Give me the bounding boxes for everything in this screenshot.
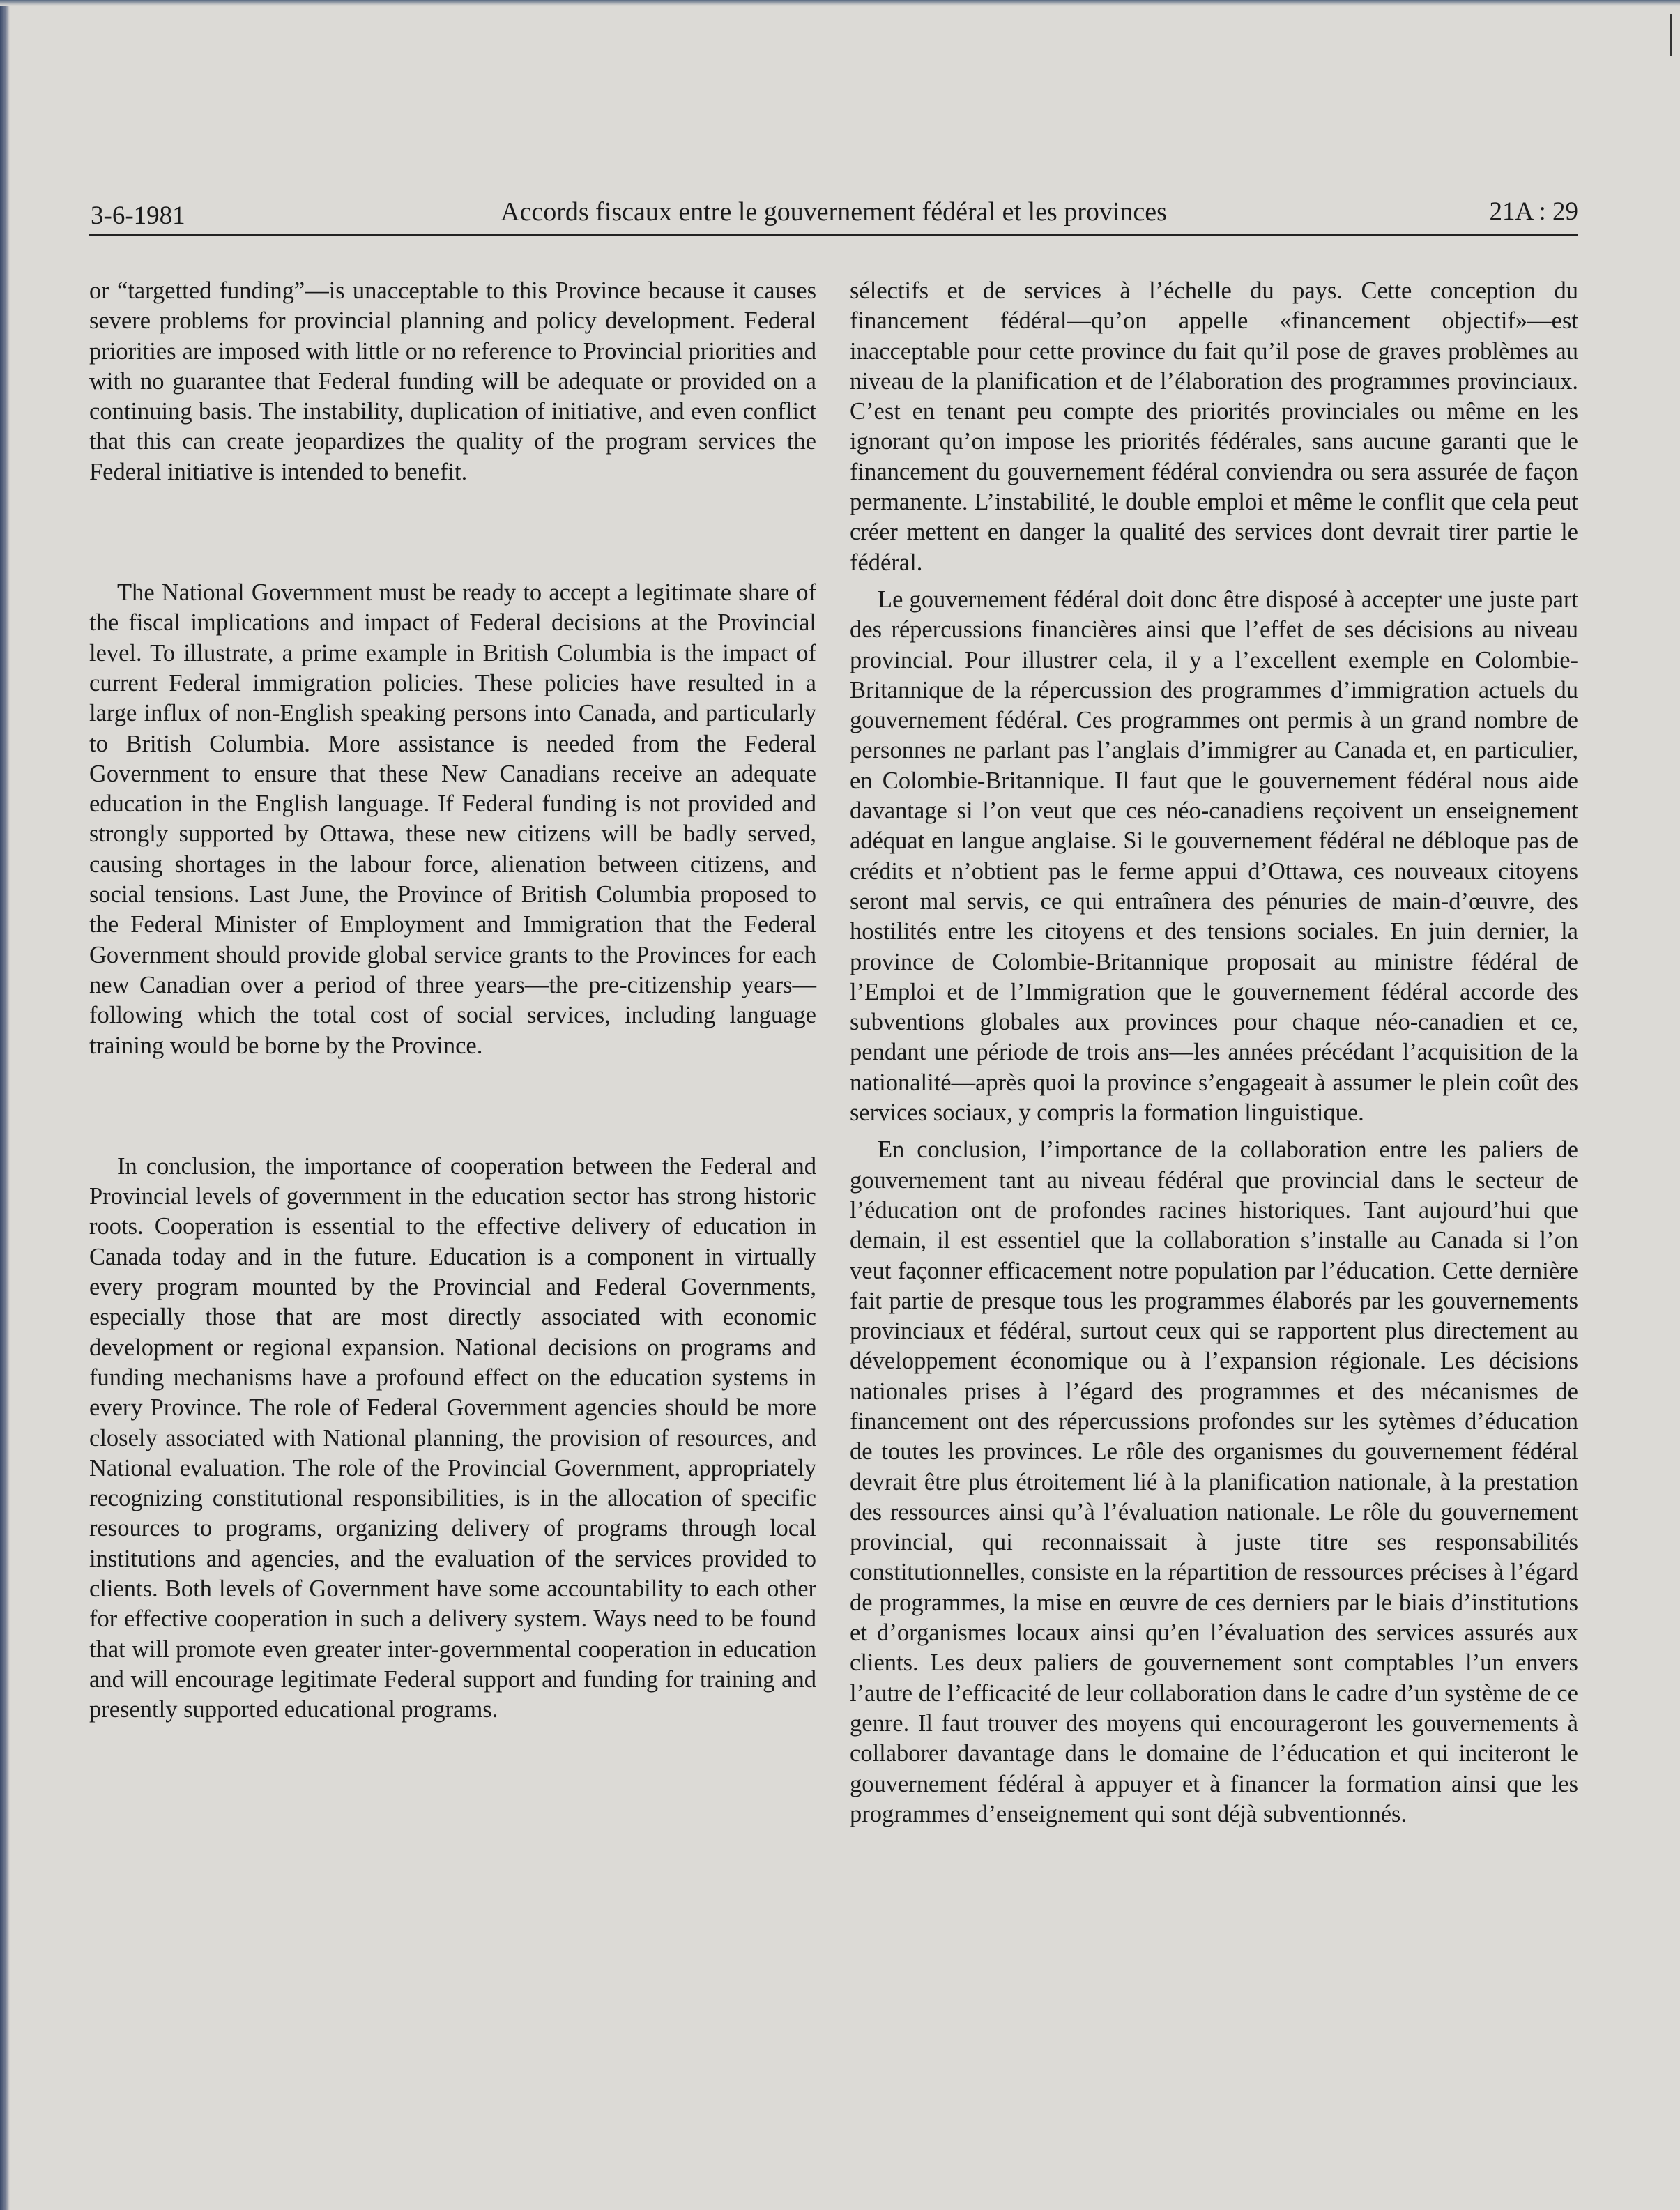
french-paragraph-1: sélectifs et de services à l’échelle du pays. Cette conception du financement fédéral—qu’on appelle «financement objectif»—est inacceptable pour cette province du fait qu’il pose de graves problèmes au niveau de la planification et de l’élaboration des programmes provinciaux. C’est en tenant peu compte des priorités provinciales ou même en les ignorant qu’on impose les priorités fédérales, sans aucune garanti que le financement du gouvernement fédéral conviendra ou sera assurée de façon permanente. L’instabilité, le double emploi et même le conflit que cela peut créer mettent en danger la qualité des services dont devrait tirer partie le fédéral.: [850, 277, 1578, 576]
header-title: Accords fiscaux entre le gouvernement fédéral et les provinces: [501, 197, 1167, 227]
page-left-edge: [0, 0, 10, 2210]
scan-mark: [1670, 14, 1672, 56]
header-date: 3-6-1981: [91, 201, 185, 230]
running-header: [89, 194, 1578, 236]
page-top-edge: [0, 0, 1680, 6]
french-column: [850, 276, 1578, 1829]
english-paragraph-1: or “targetted funding”—is unacceptable to this Province because it causes severe problems for provincial planning and policy development. Federal priorities are imposed with little or no reference to Provincial priorities and with no guarantee that Federal funding will be adequate or provided on a continuing basis. The instability, duplication of initiative, and even conflict that this can create jeopardizes the quality of the program services the Federal initiative is intended to benefit.: [89, 277, 816, 485]
header-page-number: 21A : 29: [1489, 197, 1578, 226]
english-column: [89, 276, 816, 1725]
french-paragraph-3: En conclusion, l’importance de la collaboration entre les paliers de gouvernement tant au niveau fédéral que provincial dans le secteur de l’éducation ont de profondes racines historiques. Tant aujourd’hui que demain, il est essentiel que la collaboration s’installe au Canada si l’on veut façonner efficacement notre population par l’éducation. Cette dernière fait partie de presque tous les programmes élaborés par les gouvernements provinciaux et fédéral, surtout ceux qui se rapportent plus directement au développement économique ou à l’expansion régionale. Les décisions nationales prises à l’égard des programmes et des mécanismes de financement ont des répercussions profondes sur les sytèmes d’éducation de toutes les provinces. Le rôle des organismes du gouvernement fédéral devrait être plus étroitement lié à la planification nationale, à la prestation des ressources ainsi qu’à l’évaluation nationale. Le rôle du gouvernement provincial, qui reconnaissait à juste titre ses responsabilités constitutionnelles, consiste en la répartition de ressources précises à l’égard de programmes, la mise en œuvre de ces derniers par le biais d’institutions et d’organismes locaux ainsi qu’en l’évaluation des services assurés aux clients. Les deux paliers de gouvernement sont comptables l’un envers l’autre de l’efficacité de leur collaboration dans le cadre d’un système de ce genre. Il faut trouver des moyens qui encourageront les gouvernements à collaborer davantage dans le domaine de l’éducation et qui inciteront le gouvernement fédéral à appuyer et à financer la formation ainsi que les programmes d’enseignement qui sont déjà subventionnés.: [850, 1136, 1578, 1827]
english-paragraph-2: The National Government must be ready to accept a legitimate share of the fiscal implications and impact of Federal decisions at the Provincial level. To illustrate, a prime example in British Columbia is the impact of current Federal immigration policies. These policies have resulted in a large influx of non-English speaking persons into Canada, and particularly to British Columbia. More assistance is needed from the Federal Government to ensure that these New Canadians receive an adequate education in the English language. If Federal funding is not provided and strongly supported by Ottawa, these new citizens will be badly served, causing shortages in the labour force, alienation between citizens, and social tensions. Last June, the Province of British Columbia proposed to the Federal Minister of Employment and Immigration that the Federal Government should provide global service grants to the Provinces for each new Canadian over a period of three years—the pre-citizenship years—following which the total cost of social services, including language training would be borne by the Province.: [89, 579, 816, 1059]
english-paragraph-3: In conclusion, the importance of cooperation between the Federal and Provincial levels of government in the education sector has strong historic roots. Cooperation is essential to the effective delivery of education in Canada today and in the future. Education is a component in virtually every program mounted by the Provincial and Federal Governments, especially those that are most directly associated with economic development or regional expansion. National decisions on programs and funding mechanisms have a profound effect on the education systems in every Province. The role of Federal Government agencies should be more closely associated with National planning, the provision of resources, and National evaluation. The role of the Provincial Government, appropriately recognizing constitutional responsibilities, is in the allocation of specific resources to programs, organizing delivery of programs through local institutions and agencies, and the evaluation of the services provided to clients. Both levels of Government have some accountability to each other for effective cooperation in such a delivery system. Ways need to be found that will promote even greater inter-governmental cooperation in education and will encourage legitimate Federal support and funding for training and presently supported educational programs.: [89, 1152, 816, 1723]
french-paragraph-2: Le gouvernement fédéral doit donc être disposé à accepter une juste part des répercussions financières ainsi que l’effet de ses décisions au niveau provincial. Pour illustrer cela, il y a l’excellent exemple en Colombie-Britannique de la répercussion des programmes d’immigration actuels du gouvernement fédéral. Ces programmes ont permis à un grand nombre de personnes ne parlant pas l’anglais d’immigrer au Canada et, en particulier, en Colombie-Britannique. Il faut que le gouvernement fédéral nous aide davantage si l’on veut que ces néo-canadiens reçoivent un enseignement adéquat en langue anglaise. Si le gouvernement fédéral ne débloque pas de crédits et n’obtient pas le ferme appui d’Ottawa, ces nouveaux citoyens seront mal servis, ce qui entraînera des pénuries de main-d’œuvre, des hostilités entre les citoyens et des tensions sociales. En juin dernier, la province de Colombie-Britannique proposait au ministre fédéral de l’Emploi et de l’Immigration que le gouvernement fédéral accorde des subventions globales aux provinces pour chaque néo-canadien et ce, pendant une période de trois ans—les années précédant l’acquisition de la nationalité—après quoi la province s’engageait à assumer le plein coût des services sociaux, y compris la formation linguistique.: [850, 586, 1578, 1127]
